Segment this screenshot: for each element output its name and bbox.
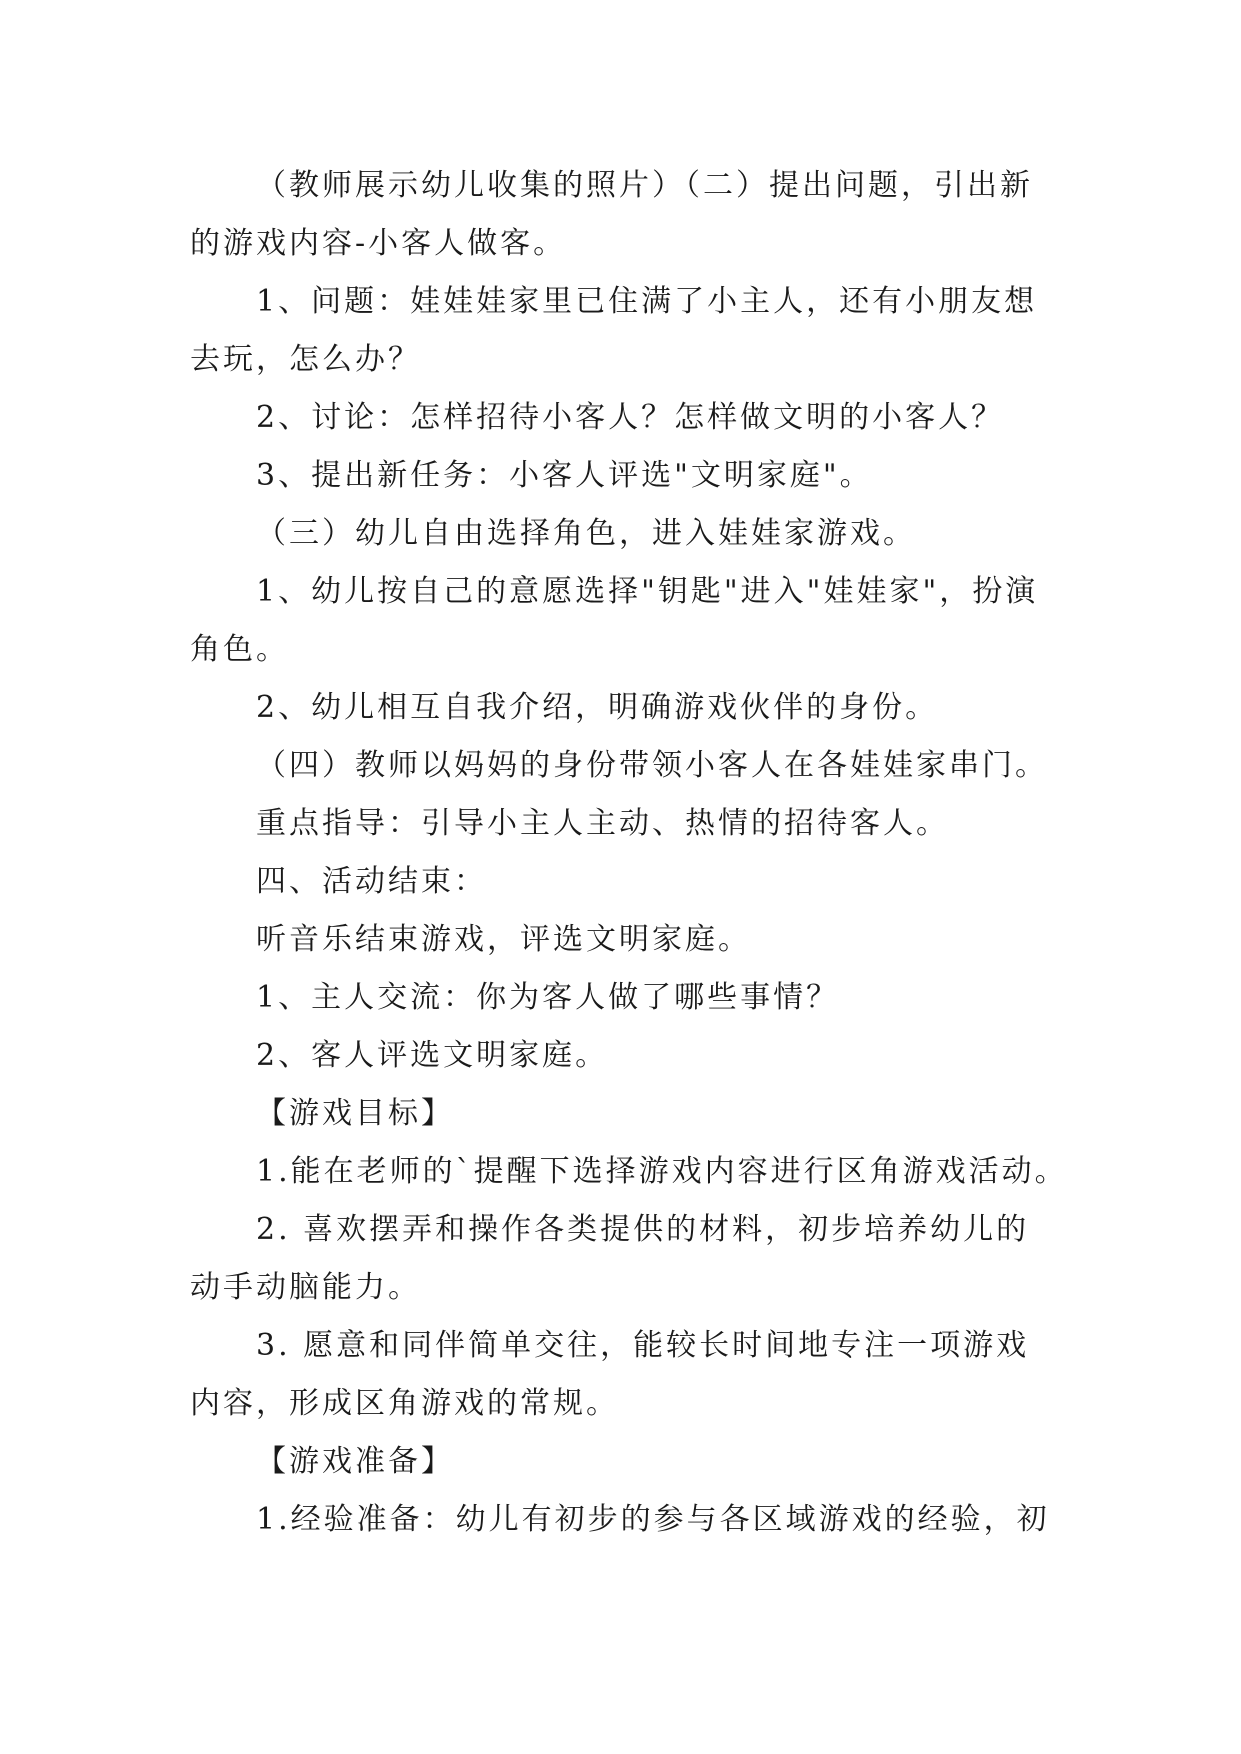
paragraph-line: 内容，形成区角游戏的常规。 [190, 1386, 619, 1421]
section-heading: 【游戏目标】 [256, 1096, 454, 1131]
paragraph-line: 1、问题：娃娃娃家里已住满了小主人，还有小朋友想 [256, 284, 1038, 319]
section-heading: （四）教师以妈妈的身份带领小客人在各娃娃家串门。 [256, 748, 1048, 783]
section-heading: 【游戏准备】 [256, 1444, 454, 1479]
paragraph-line: 2、讨论：怎样招待小客人？怎样做文明的小客人？ [256, 400, 1005, 435]
paragraph-line: 重点指导：引导小主人主动、热情的招待客人。 [256, 806, 949, 841]
paragraph-line: 3. 愿意和同伴简单交往，能较长时间地专注一项游戏 [256, 1328, 1030, 1363]
section-heading: 四、活动结束： [256, 864, 487, 899]
paragraph-line: 2、幼儿相互自我介绍，明确游戏伙伴的身份。 [256, 690, 939, 725]
paragraph-line: 2. 喜欢摆弄和操作各类提供的材料，初步培养幼儿的 [256, 1212, 1030, 1247]
paragraph-line: 角色。 [190, 632, 289, 667]
paragraph-line: 1、幼儿按自己的意愿选择"钥匙"进入"娃娃家"，扮演 [256, 574, 1039, 609]
paragraph-line: （教师展示幼儿收集的照片）（二）提出问题，引出新 [256, 168, 1033, 203]
paragraph-line: 动手动脑能力。 [190, 1270, 421, 1305]
paragraph-line: 的游戏内容-小客人做客。 [190, 226, 567, 261]
paragraph-line: 听音乐结束游戏，评选文明家庭。 [256, 922, 751, 957]
paragraph-line: 2、客人评选文明家庭。 [256, 1038, 609, 1073]
paragraph-line: 去玩，怎么办？ [190, 342, 421, 377]
section-heading: （三）幼儿自由选择角色，进入娃娃家游戏。 [256, 516, 916, 551]
paragraph-line: 1.经验准备：幼儿有初步的参与各区域游戏的经验，初 [256, 1502, 1050, 1537]
paragraph-line: 3、提出新任务：小客人评选"文明家庭"。 [256, 458, 873, 493]
paragraph-line: 1、主人交流：你为客人做了哪些事情？ [256, 980, 840, 1015]
paragraph-line: 1.能在老师的`提醒下选择游戏内容进行区角游戏活动。 [256, 1154, 1068, 1189]
